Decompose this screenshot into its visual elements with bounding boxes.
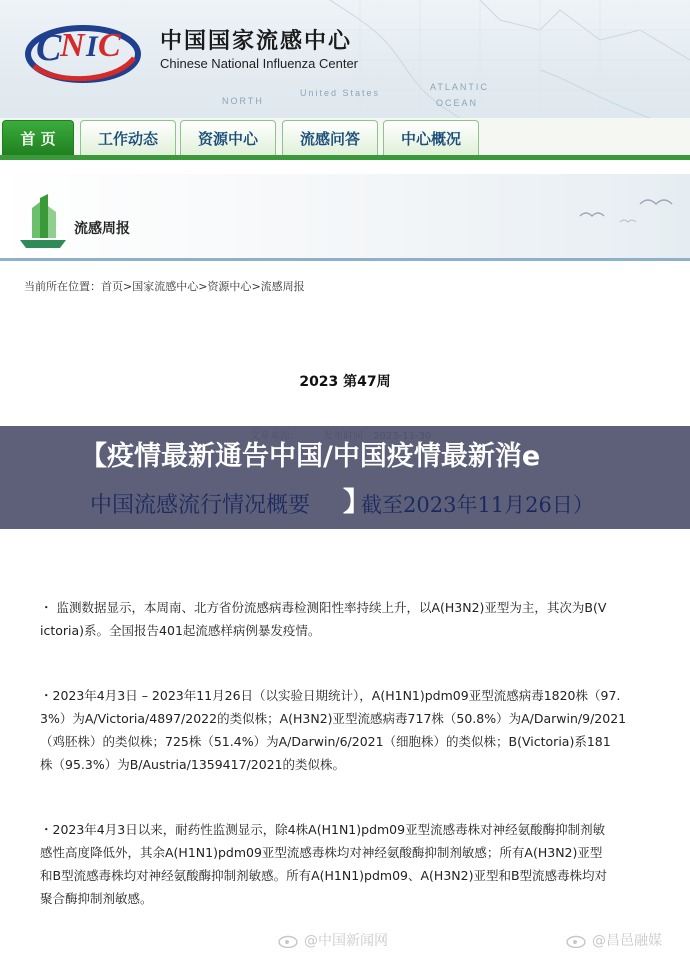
tab-resource-center[interactable]: 资源中心 [180, 120, 276, 156]
tab-about[interactable]: 中心概况 [383, 120, 479, 156]
svg-text:N: N [60, 27, 85, 64]
paragraph-line: 聚合酶抑制剂敏感。 [40, 891, 153, 906]
site-header [0, 0, 690, 118]
breadcrumb-item-weekly[interactable]: 流感周报 [260, 280, 305, 293]
banner-divider [0, 258, 690, 261]
map-label: OCEAN [436, 98, 479, 108]
site-name-cn: 中国国家流感中心 [160, 28, 353, 54]
report-issue-title: 2023 第47周 [299, 374, 391, 390]
paragraph-line: （鸡胚株）的类似株；725株（51.4%）为A/Darwin/6/2021（细胞株）的类似株；B(Victoria)系181 [40, 734, 611, 749]
report-date-range: 截至2023年11月26日） [361, 493, 594, 517]
svg-text:C: C [36, 27, 62, 69]
paragraph-line: ・2023年4月3日 – 2023年11月26日（以实验日期统计），A(H1N1)pdm09亚型流感病毒1820株（97. [40, 688, 621, 703]
breadcrumb-separator: > [198, 280, 208, 293]
watermark-text: @昌邑融媒 [592, 933, 662, 949]
paragraph-line: ictoria)系。全国报告401起流感样病例暴发疫情。 [40, 623, 321, 638]
breadcrumb-separator: > [123, 280, 133, 293]
headline-line-2: 】 [343, 487, 370, 518]
paragraph-line: 和B型流感毒株均对神经氨酸酶抑制剂敏感。所有A(H1N1)pdm09、A(H3N2)亚型和B型流感毒株均对 [40, 868, 608, 883]
paragraph-line: ・ 监测数据显示，本周南、北方省份流感病毒检测阳性率持续上升，以A(H3N2)亚型为主，其次为B(V [40, 600, 607, 615]
site-name-en: Chinese National Influenza Center [160, 56, 359, 71]
breadcrumb-prefix: 当前所在位置： [24, 280, 101, 293]
summary-paragraph-3 [40, 818, 652, 910]
headline-line-1: 【疫情最新通告中国/中国疫情最新消e [80, 441, 541, 472]
map-label: United States [300, 88, 381, 98]
tab-work-news[interactable]: 工作动态 [80, 120, 176, 156]
tab-home[interactable]: 首 页 [2, 120, 74, 156]
building-icon [16, 194, 70, 252]
section-title: 流感周报 [74, 221, 130, 237]
tab-flu-qa[interactable]: 流感问答 [282, 120, 378, 156]
weibo-icon [566, 932, 588, 948]
weibo-icon [278, 932, 300, 948]
paragraph-line: 感性高度降低外，其余A(H1N1)pdm09亚型流感毒株均对神经氨酸酶抑制剂敏感；所有A(H3N2)亚型 [40, 845, 603, 860]
paragraph-line: 株（95.3%）为B/Austria/1359417/2021的类似株。 [40, 757, 346, 772]
section-banner [0, 174, 690, 260]
breadcrumb-item-resources[interactable]: 资源中心 [207, 280, 252, 293]
summary-paragraph-1 [40, 596, 652, 642]
paragraph-line: ・2023年4月3日以来，耐药性监测显示，除4株A(H1N1)pdm09亚型流感毒株对神经氨酸酶抑制剂敏 [40, 822, 606, 837]
report-subtitle: 中国流感流行情况概要 [90, 493, 311, 518]
watermark-chinanews [278, 930, 388, 950]
breadcrumb-item-center[interactable]: 国家流感中心 [132, 280, 199, 293]
map-label: NORTH [222, 96, 264, 106]
watermark-changyi [566, 930, 662, 950]
nav-divider [0, 155, 690, 160]
breadcrumb [24, 278, 305, 294]
summary-paragraph-2 [40, 684, 652, 776]
breadcrumb-item-home[interactable]: 首页 [101, 280, 123, 293]
breadcrumb-separator: > [251, 280, 261, 293]
paragraph-line: 3%）为A/Victoria/4897/2022的类似株；A(H3N2)亚型流感病毒717株（50.8%）为A/Darwin/9/2021 [40, 711, 627, 726]
watermark-text: @中国新闻网 [304, 933, 388, 949]
birds-decoration-icon [560, 194, 680, 234]
map-label: ATLANTIC [430, 82, 489, 92]
svg-text:C: C [98, 27, 121, 64]
cnic-logo-icon[interactable] [24, 14, 142, 86]
svg-text:I: I [86, 30, 98, 63]
